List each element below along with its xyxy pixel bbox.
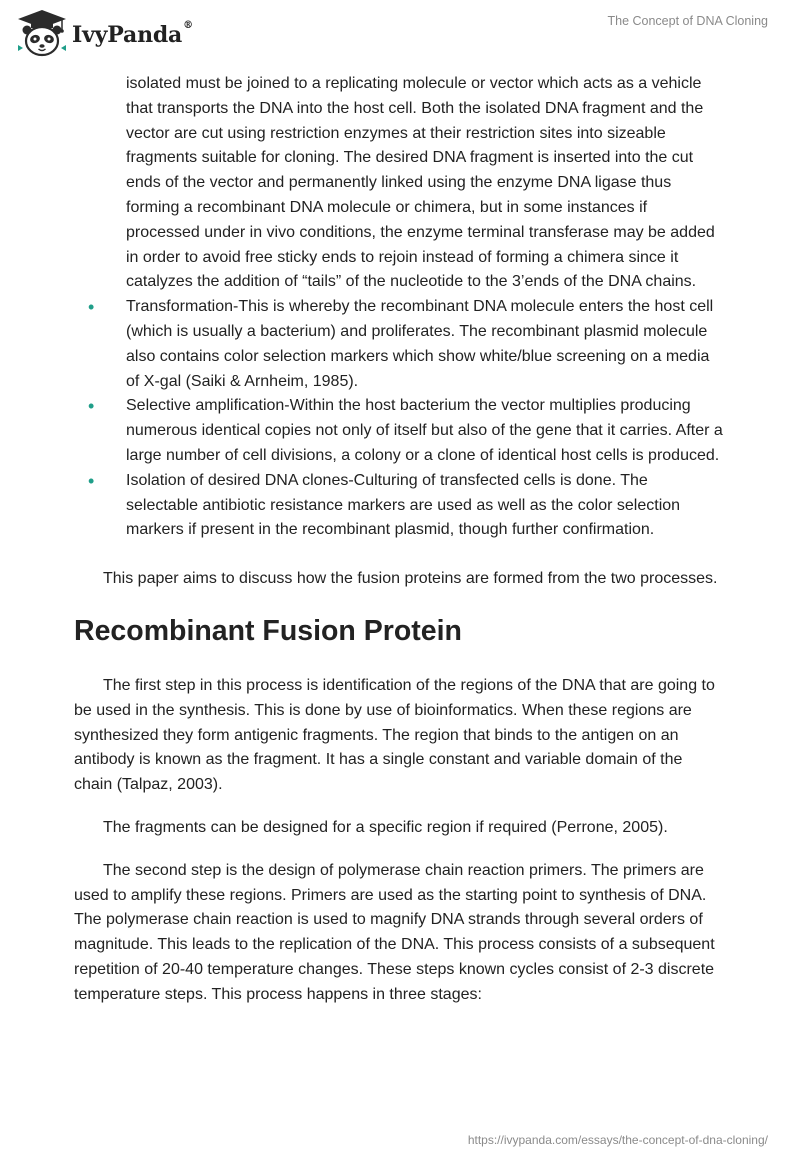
- bullet-marker: •: [88, 470, 95, 491]
- list-item-text: Isolation of desired DNA clones-Culturing of transfected cells is done. The selectable antibiotic resistance markers are used as well as the color selection markers if present in the recombinant plasmid, though further confirmation.: [126, 471, 681, 539]
- page-header: [0, 0, 800, 70]
- steps-list: [74, 295, 724, 543]
- second-step-paragraph: The second step is the design of polymerase chain reaction primers. The primers are used to amplify these regions. Primers are used as the starting point to synthesis of DNA. The polymerase chain reaction is used to magnify DNA strands through several orders of magnitude. This leads to the replication of the DNA. This process consists of a subsequent repetition of 20-40 temperature changes. These steps known cycles consist of 2-3 discrete temperature steps. This process happens in three stages:: [74, 861, 715, 1003]
- brand-name: IvyPanda®: [72, 20, 193, 48]
- list-item: [74, 394, 724, 468]
- bullet-marker: •: [88, 396, 95, 417]
- list-item: [74, 295, 724, 394]
- source-url[interactable]: https://ivypanda.com/essays/the-concept-of-dna-cloning/: [467, 1133, 768, 1147]
- brand-logo[interactable]: [14, 8, 193, 58]
- essay-content: [74, 72, 724, 1008]
- registered-mark: ®: [183, 20, 193, 31]
- aim-paragraph: This paper aims to discuss how the fusion proteins are formed from the two processes.: [103, 570, 718, 588]
- panda-graduate-icon: [14, 8, 70, 58]
- continuation-paragraph: isolated must be joined to a replicating molecule or vector which acts as a vehicle that transports the DNA into the host cell. Both the isolated DNA fragment and the vector are cut using restriction enzymes at their restriction sites into sizeable fragments suitable for cloning. The desired DNA fragment is inserted into the cut ends of the vector and permanently linked using the enzyme DNA ligase thus forming a recombinant DNA molecule or chimera, but in some instances if processed under in vivo conditions, the enzyme terminal transferase may be added in order to avoid free sticky ends to rejoin instead of forming a chimera since it catalyzes the addition of “tails” of the nucleotide to the 3’ends of the DNA chains.: [126, 75, 715, 291]
- list-item-text: Transformation-This is whereby the recombinant DNA molecule enters the host cell (which is usually a bacterium) and proliferates. The recombinant plasmid molecule also contains color selection markers which show white/blue screening on a media of X-gal (Saiki & Arnheim, 1985).: [126, 298, 714, 390]
- list-item-text: Selective amplification-Within the host bacterium the vector multiplies producing numerous identical copies not only of itself but also of the gene that it carries. After a large number of cell divisions, a colony or a clone of identical host cells is produced.: [126, 397, 723, 464]
- fragments-paragraph: The fragments can be designed for a specific region if required (Perrone, 2005).: [103, 818, 668, 836]
- first-step-paragraph: The first step in this process is identification of the regions of the DNA that are going to be used in the synthesis. This is done by use of bioinformatics. When these regions are synthesized they form antigenic fragments. The region that binds to the antigen on an antibody is known as the fragment. It has a single constant and variable domain of the chain (Talpaz, 2003).: [74, 676, 715, 794]
- list-item: [74, 469, 724, 543]
- section-heading: Recombinant Fusion Protein: [74, 614, 462, 647]
- bullet-marker: •: [88, 297, 95, 318]
- document-title: The Concept of DNA Cloning: [607, 14, 768, 28]
